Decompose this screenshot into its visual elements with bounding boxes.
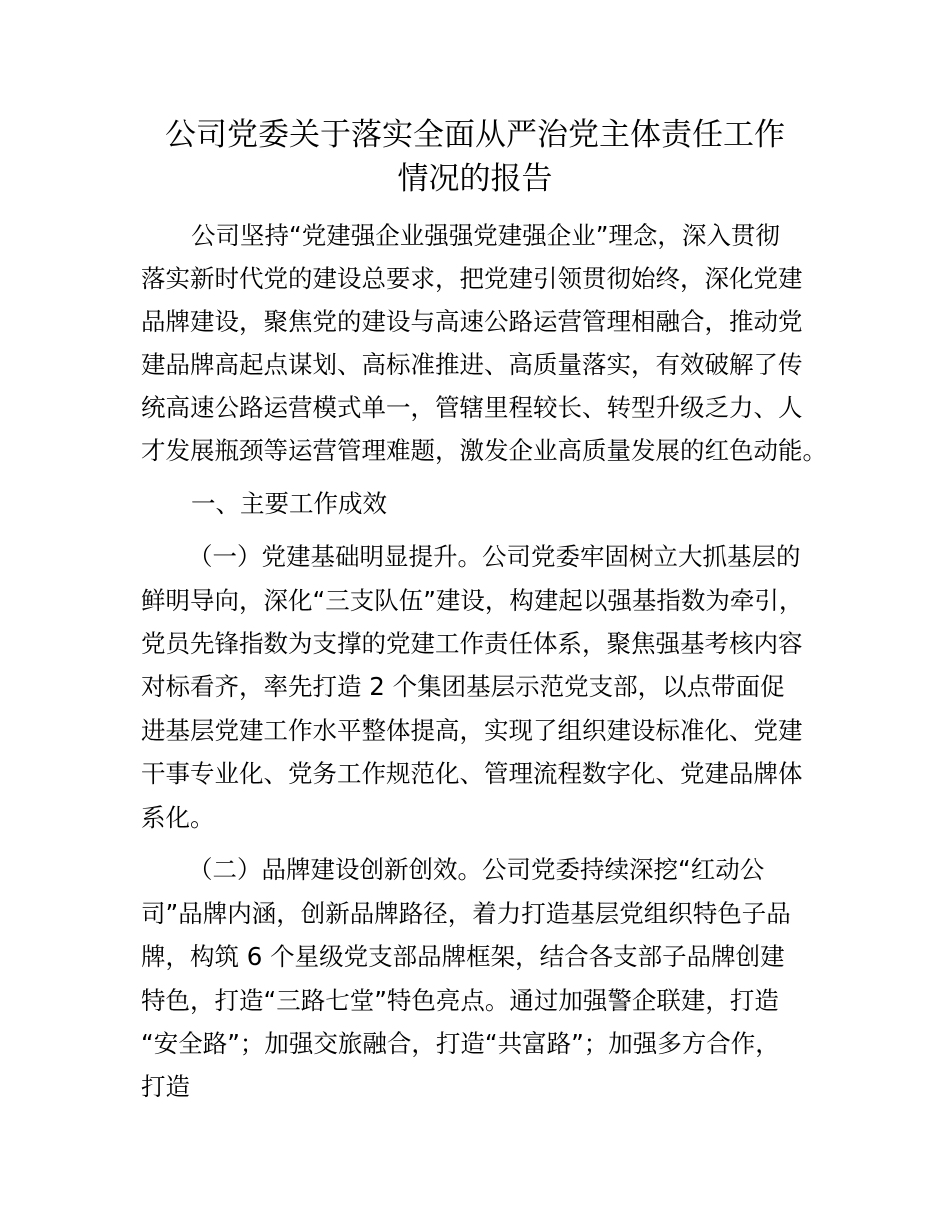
section2-line-5: “安全路”；加强交旅融合，打造“共富路”；加强多方合作， [141,1029,780,1058]
document-title-line-2: 情况的报告 [397,161,553,197]
intro-line-4: 建品牌高起点谋划、高标准推进、高质量落实，有效破解了传 [141,350,803,379]
intro-line-5: 统高速公路运营模式单一，管辖里程较长、转型升级乏力、人 [141,393,803,422]
section1-line-7: 系化。 [141,803,215,832]
section2-line-1: （二）品牌建设创新创效。公司党委持续深挖“红动公 [188,855,765,884]
section-heading: 一、主要工作成效 [191,489,387,518]
intro-line-1: 公司坚持“党建强企业强强党建强企业”理念，深入贯彻 [191,221,780,250]
section2-line-4: 特色，打造“三路七堂”特色亮点。通过加强警企联建，打造 [141,986,779,1015]
document-title-line-1: 公司党委关于落实全面从严治党主体责任工作 [165,117,785,153]
intro-line-2: 落实新时代党的建设总要求，把党建引领贯彻始终，深化党建 [141,264,803,293]
intro-line-6: 才发展瓶颈等运营管理难题，激发企业高质量发展的红色动能。 [141,436,827,465]
section1-line-1: （一）党建基础明显提升。公司党委牢固树立大抓基层的 [188,542,801,571]
section1-line-2: 鲜明导向，深化“三支队伍”建设，构建起以强基指数为牵引， [141,586,804,615]
section1-line-5: 进基层党建工作水平整体提高，实现了组织建设标准化、党建 [141,716,803,745]
intro-line-3: 品牌建设，聚焦党的建设与高速公路运营管理相融合，推动党 [141,307,803,336]
section1-line-6: 干事专业化、党务工作规范化、管理流程数字化、党建品牌体 [141,759,803,788]
section1-line-3: 党员先锋指数为支撑的党建工作责任体系，聚焦强基考核内容 [141,629,803,658]
section1-line-4: 对标看齐，率先打造 2 个集团基层示范党支部，以点带面促 [141,672,785,701]
section2-line-6: 打造 [141,1072,190,1101]
section2-line-2: 司”品牌内涵，创新品牌路径，着力打造基层党组织特色子品 [141,899,791,928]
section2-line-3: 牌，构筑 6 个星级党支部品牌框架，结合各支部子品牌创建 [141,942,785,971]
